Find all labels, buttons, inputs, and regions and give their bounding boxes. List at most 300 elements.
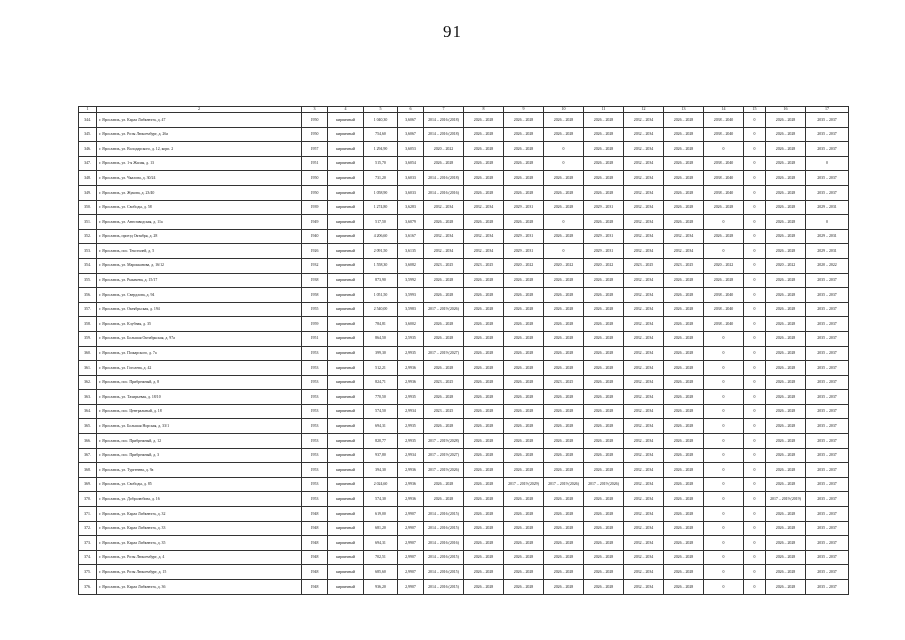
table-cell: 2026 – 2028 — [766, 434, 806, 449]
table-cell: г. Ярославль, ул. Карла Либкнехта, д. 47 — [97, 113, 302, 128]
table-cell: 0 — [744, 434, 766, 449]
table-cell: 2026 – 2028 — [504, 127, 544, 142]
table-row — [79, 361, 849, 376]
table-cell: 2026 – 2028 — [504, 273, 544, 288]
table-row — [79, 346, 849, 361]
table-cell: 2032 – 2034 — [624, 185, 664, 200]
table-cell: 2026 – 2028 — [464, 171, 504, 186]
table-cell: 2017 – 2019 (2026) — [584, 477, 624, 492]
table-cell: 1950 — [302, 185, 328, 200]
table-cell: 0 — [704, 521, 744, 536]
table-cell: 731,20 — [364, 171, 398, 186]
column-number-cell: 5 — [364, 107, 398, 113]
table-cell: г. Ярославль, ул. Жукова, д. 23/40 — [97, 185, 302, 200]
table-cell: 2,9935 — [398, 390, 424, 405]
column-number-cell: 7 — [424, 107, 464, 113]
table-cell: 2026 – 2028 — [544, 200, 584, 215]
column-number-cell: 11 — [584, 107, 624, 113]
table-cell: 2020 – 2022 — [806, 258, 849, 273]
column-number-cell: 9 — [504, 107, 544, 113]
table-cell: г. Ярославль, ул. Пожарского, д. 7а — [97, 346, 302, 361]
table-cell: 2032 – 2034 — [624, 244, 664, 259]
table-cell: 2038 – 2040 — [704, 317, 744, 332]
table-cell: 685,60 — [364, 565, 398, 580]
table-cell: 2026 – 2028 — [424, 156, 464, 171]
table-cell: 2032 – 2034 — [624, 361, 664, 376]
table-cell: 2026 – 2028 — [584, 434, 624, 449]
table-cell: г. Ярославль, ул. Клубная, д. 35 — [97, 317, 302, 332]
table-cell: г. Ярославль, ул. Рыкачева, д. 15/17 — [97, 273, 302, 288]
table-cell: 1 294,90 — [364, 142, 398, 157]
table-cell: 2029 – 2031 — [806, 229, 849, 244]
table-cell: 0 — [704, 404, 744, 419]
table-cell: 2026 – 2028 — [766, 580, 806, 595]
table-row — [79, 185, 849, 200]
table-cell: 0 — [704, 244, 744, 259]
table-row — [79, 375, 849, 390]
table-cell: кирпичный — [328, 113, 364, 128]
table-row — [79, 317, 849, 332]
table-cell: 2032 – 2034 — [624, 390, 664, 405]
table-cell: 2026 – 2028 — [464, 127, 504, 142]
table-cell: 2026 – 2028 — [464, 113, 504, 128]
table-cell: кирпичный — [328, 127, 364, 142]
table-cell: 347. — [79, 156, 97, 171]
table-cell: 358. — [79, 317, 97, 332]
table-cell: 2032 – 2034 — [624, 346, 664, 361]
table-cell: 2035 – 2037 — [806, 288, 849, 303]
table-cell: 2026 – 2028 — [464, 346, 504, 361]
table-cell: 3,6033 — [398, 185, 424, 200]
table-cell: 2026 – 2028 — [504, 550, 544, 565]
table-cell: 2026 – 2028 — [766, 171, 806, 186]
table-cell: 2026 – 2028 — [584, 536, 624, 551]
table-cell: г. Ярославль, пос. Прибрежный, д. 3 — [97, 448, 302, 463]
table-cell: 2026 – 2028 — [766, 215, 806, 230]
table-cell: кирпичный — [328, 258, 364, 273]
table-cell: 2026 – 2028 — [504, 361, 544, 376]
table-cell: 2026 – 2028 — [766, 331, 806, 346]
table-cell: г. Ярославль, ул. Свободы, д. 85 — [97, 477, 302, 492]
table-cell: 2026 – 2028 — [464, 550, 504, 565]
table-cell: 2026 – 2028 — [664, 536, 704, 551]
table-cell: 1938 — [302, 273, 328, 288]
table-cell: 2,9907 — [398, 565, 424, 580]
table-cell: 2026 – 2028 — [544, 113, 584, 128]
table-cell: 0 — [744, 215, 766, 230]
table-cell: 3,6002 — [398, 317, 424, 332]
table-cell: 4 206,60 — [364, 229, 398, 244]
table-cell: 2026 – 2028 — [664, 404, 704, 419]
table-cell: 2026 – 2028 — [544, 463, 584, 478]
table-cell: 0 — [744, 113, 766, 128]
table-cell: 2026 – 2028 — [504, 492, 544, 507]
table-cell: 864,50 — [364, 331, 398, 346]
table-cell: г. Ярославль, ул. Автозаводская, д. 11а — [97, 215, 302, 230]
table-cell: 820,77 — [364, 434, 398, 449]
table-cell: 2026 – 2028 — [766, 404, 806, 419]
table-cell: 2026 – 2028 — [584, 331, 624, 346]
table-cell: 0 — [744, 229, 766, 244]
table-cell: 2026 – 2028 — [544, 404, 584, 419]
table-cell: 356. — [79, 288, 97, 303]
table-cell: 2026 – 2028 — [766, 550, 806, 565]
table-cell: 2035 – 2037 — [806, 565, 849, 580]
table-cell: 2026 – 2028 — [504, 171, 544, 186]
table-cell: 2026 – 2028 — [504, 375, 544, 390]
table-cell: 2035 – 2037 — [806, 346, 849, 361]
table-cell: г. Ярославль, ул. Большая Норская, д. 33/1 — [97, 419, 302, 434]
table-cell: 2035 – 2037 — [806, 536, 849, 551]
column-number-cell: 14 — [704, 107, 744, 113]
table-cell: 2,9936 — [398, 477, 424, 492]
table-cell: кирпичный — [328, 521, 364, 536]
table-cell: 2026 – 2028 — [504, 331, 544, 346]
table-cell: 0 — [744, 375, 766, 390]
table-cell: 2026 – 2028 — [584, 492, 624, 507]
table-cell: 2026 – 2028 — [664, 507, 704, 522]
table-cell: 3,5992 — [398, 273, 424, 288]
table-cell: 2035 – 2037 — [806, 361, 849, 376]
table-cell: 694,31 — [364, 419, 398, 434]
table-cell: 2032 – 2034 — [624, 288, 664, 303]
table-cell: 360. — [79, 346, 97, 361]
table-cell: 2026 – 2028 — [766, 185, 806, 200]
table-cell: 2035 – 2037 — [806, 390, 849, 405]
table-cell: 2026 – 2028 — [504, 434, 544, 449]
table-cell: 2035 – 2037 — [806, 375, 849, 390]
table-cell: 1953 — [302, 361, 328, 376]
table-cell: 2026 – 2028 — [664, 346, 704, 361]
table-cell: 2017 – 2019 (2027) — [424, 448, 464, 463]
table-cell: 363. — [79, 390, 97, 405]
table-cell: г. Ярославль, ул. Тургенева, д. 9а — [97, 463, 302, 478]
table-cell: 2032 – 2034 — [464, 229, 504, 244]
table-cell: кирпичный — [328, 550, 364, 565]
table-cell: кирпичный — [328, 463, 364, 478]
table-cell: 0 — [744, 521, 766, 536]
table-cell: 0 — [744, 390, 766, 405]
table-cell: 349. — [79, 185, 97, 200]
table-cell: г. Ярославль, ул. Карла Либкнехта, д. 36 — [97, 580, 302, 595]
table-cell: 2017 – 2019 (2019) — [766, 492, 806, 507]
table-cell: 574,30 — [364, 492, 398, 507]
table-cell: 0 — [744, 156, 766, 171]
table-cell: 2 540,00 — [364, 302, 398, 317]
table-cell: 2,9934 — [398, 404, 424, 419]
table-cell: 2014 – 2016 (2016) — [424, 536, 464, 551]
table-cell: 784,81 — [364, 317, 398, 332]
table-cell: 3,6079 — [398, 215, 424, 230]
table-cell: 2026 – 2028 — [424, 288, 464, 303]
table-cell: 0 — [744, 185, 766, 200]
table-cell: 2035 – 2037 — [806, 550, 849, 565]
table-cell: 0 — [704, 346, 744, 361]
table-cell: 2035 – 2037 — [806, 477, 849, 492]
table-cell: 2032 – 2034 — [624, 536, 664, 551]
table-cell: 2026 – 2028 — [704, 229, 744, 244]
table-cell: г. Ярославль, ул. Володарского, д. 12, корп. 2 — [97, 142, 302, 157]
table-cell: 2026 – 2028 — [464, 142, 504, 157]
table-cell: 2035 – 2037 — [806, 142, 849, 157]
table-cell: кирпичный — [328, 448, 364, 463]
table-cell: 3,6053 — [398, 142, 424, 157]
table-cell: 619,00 — [364, 507, 398, 522]
table-cell: 1950 — [302, 171, 328, 186]
table-row — [79, 390, 849, 405]
table-cell: 2026 – 2028 — [766, 302, 806, 317]
table-cell: 2026 – 2028 — [464, 434, 504, 449]
table-cell: 2035 – 2037 — [806, 492, 849, 507]
table-cell: 2026 – 2028 — [584, 404, 624, 419]
table-cell: кирпичный — [328, 565, 364, 580]
table-cell: 2026 – 2028 — [664, 317, 704, 332]
table-cell: 1940 — [302, 229, 328, 244]
table-cell: 368. — [79, 463, 97, 478]
table-cell: 0 — [744, 127, 766, 142]
table-cell: 2035 – 2037 — [806, 434, 849, 449]
table-cell: 1953 — [302, 346, 328, 361]
table-cell: 1 051,50 — [364, 288, 398, 303]
table-cell: 364. — [79, 404, 97, 419]
table-cell: 2026 – 2028 — [504, 404, 544, 419]
table-cell: 2026 – 2028 — [766, 127, 806, 142]
table-cell: 1953 — [302, 419, 328, 434]
table-row — [79, 127, 849, 142]
table-cell: 2032 – 2034 — [424, 229, 464, 244]
table-cell: 2026 – 2028 — [664, 492, 704, 507]
table-cell: 2014 – 2016 (2015) — [424, 580, 464, 595]
table-cell: 2026 – 2028 — [766, 156, 806, 171]
table-cell: 770,50 — [364, 390, 398, 405]
table-cell: 2026 – 2028 — [424, 492, 464, 507]
table-row — [79, 477, 849, 492]
table-cell: 2017 – 2019 (2029) — [504, 477, 544, 492]
table-cell: 2026 – 2028 — [464, 565, 504, 580]
table-cell: 2032 – 2034 — [624, 215, 664, 230]
table-cell: 2026 – 2028 — [584, 288, 624, 303]
table-cell: 873,90 — [364, 273, 398, 288]
table-cell: 0 — [744, 273, 766, 288]
table-cell: 2035 – 2037 — [806, 463, 849, 478]
table-cell: 1932 — [302, 258, 328, 273]
table-cell: 2032 – 2034 — [624, 565, 664, 580]
table-cell: 2026 – 2028 — [544, 550, 584, 565]
table-cell: 1948 — [302, 536, 328, 551]
table-cell: г. Ярославль, ул. Свободы, д. 58 — [97, 200, 302, 215]
table-cell: 2026 – 2028 — [424, 273, 464, 288]
table-cell: 369. — [79, 477, 97, 492]
table-cell: 2023 – 2025 — [424, 375, 464, 390]
table-cell: 2026 – 2028 — [584, 521, 624, 536]
column-number-cell: 2 — [97, 107, 302, 113]
table-cell: 375. — [79, 565, 97, 580]
table-cell: 353. — [79, 244, 97, 259]
table-cell: 2026 – 2028 — [766, 521, 806, 536]
table-cell: 2,9935 — [398, 346, 424, 361]
table-cell: 2026 – 2028 — [544, 346, 584, 361]
table-cell: 2026 – 2028 — [464, 215, 504, 230]
table-cell: 354. — [79, 258, 97, 273]
table-cell: 2032 – 2034 — [624, 580, 664, 595]
table-cell: 2026 – 2028 — [544, 273, 584, 288]
table-cell: 1 040,30 — [364, 113, 398, 128]
table-cell: 365. — [79, 419, 97, 434]
table-cell: г. Ярославль, ул. Карла Либкнехта, д. 35 — [97, 536, 302, 551]
table-cell: 2,9907 — [398, 521, 424, 536]
table-row — [79, 565, 849, 580]
table-row — [79, 156, 849, 171]
table-cell: 3,6082 — [398, 258, 424, 273]
table-cell: 2026 – 2028 — [664, 200, 704, 215]
table-cell: 2032 – 2034 — [624, 434, 664, 449]
table-cell: 1958 — [302, 288, 328, 303]
table-cell: 2026 – 2028 — [544, 127, 584, 142]
table-cell: 2032 – 2034 — [624, 200, 664, 215]
table-cell: 0 — [544, 156, 584, 171]
table-cell: 1951 — [302, 331, 328, 346]
table-row — [79, 244, 849, 259]
table-cell: 2026 – 2028 — [584, 317, 624, 332]
table-cell: 2032 – 2034 — [424, 244, 464, 259]
table-cell: 1 558,30 — [364, 258, 398, 273]
table-cell: г. Ярославль, пос. Текстилей, д. 5 — [97, 244, 302, 259]
table-cell: 0 — [744, 317, 766, 332]
table-cell: 0 — [744, 477, 766, 492]
table-cell: 394,30 — [364, 463, 398, 478]
table-cell: 2023 – 2025 — [424, 404, 464, 419]
table-cell: 2017 – 2019 (2027) — [424, 346, 464, 361]
table-cell: г. Ярославль, ул. Большая Октябрьская, д. 97а — [97, 331, 302, 346]
table-cell: 0 — [544, 142, 584, 157]
table-cell: 0 — [704, 565, 744, 580]
table-row — [79, 492, 849, 507]
table-cell: 0 — [704, 536, 744, 551]
table-cell: г. Ярославль, пос. Прибрежный, д. 12 — [97, 434, 302, 449]
table-cell: 2026 – 2028 — [544, 580, 584, 595]
table-cell: кирпичный — [328, 200, 364, 215]
table-row — [79, 171, 849, 186]
table-cell: 517,50 — [364, 215, 398, 230]
table-cell: 2026 – 2028 — [766, 390, 806, 405]
table-cell: 2026 – 2028 — [704, 200, 744, 215]
table-cell: 2032 – 2034 — [624, 113, 664, 128]
table-cell: 2,9907 — [398, 550, 424, 565]
table-cell: 374. — [79, 550, 97, 565]
table-cell: 2035 – 2037 — [806, 521, 849, 536]
table-cell: 0 — [744, 404, 766, 419]
table-cell: 2026 – 2028 — [504, 142, 544, 157]
table-cell: 2026 – 2028 — [584, 375, 624, 390]
table-cell: 0 — [744, 419, 766, 434]
table-cell: г. Ярославль, ул. 1-я Жилая, д. 13 — [97, 156, 302, 171]
table-cell: 2038 – 2040 — [704, 185, 744, 200]
table-cell: 0 — [704, 477, 744, 492]
table-cell: 0 — [744, 200, 766, 215]
table-cell: 2017 – 2019 (2026) — [544, 477, 584, 492]
table-cell: кирпичный — [328, 171, 364, 186]
table-cell: 2026 – 2028 — [504, 521, 544, 536]
table-cell: 2026 – 2028 — [584, 346, 624, 361]
table-cell: 1949 — [302, 215, 328, 230]
table-cell: 702,51 — [364, 550, 398, 565]
table-row — [79, 258, 849, 273]
table-cell: 2017 – 2019 (2026) — [424, 463, 464, 478]
table-cell: 2026 – 2028 — [664, 375, 704, 390]
table-cell: 2,9907 — [398, 507, 424, 522]
table-cell: 2026 – 2028 — [424, 419, 464, 434]
table-cell: 0 — [744, 580, 766, 595]
table-cell: г. Ярославль, ул. Розы Люксембург, д. 26а — [97, 127, 302, 142]
table-cell: 2026 – 2028 — [584, 565, 624, 580]
table-cell: 2035 – 2037 — [806, 127, 849, 142]
table-cell: 351. — [79, 215, 97, 230]
table-cell: 2026 – 2028 — [504, 113, 544, 128]
table-cell: 399,30 — [364, 346, 398, 361]
table-cell: кирпичный — [328, 536, 364, 551]
table-cell: 2026 – 2028 — [584, 419, 624, 434]
table-cell: 2035 – 2037 — [806, 419, 849, 434]
table-cell: 2026 – 2028 — [464, 375, 504, 390]
table-row — [79, 113, 849, 128]
table-cell: 2026 – 2028 — [464, 273, 504, 288]
table-cell: 2026 – 2028 — [504, 288, 544, 303]
table-cell: 0 — [744, 302, 766, 317]
table-cell: 2026 – 2028 — [664, 156, 704, 171]
table-cell: 0 — [704, 448, 744, 463]
table-cell: кирпичный — [328, 346, 364, 361]
table-cell: 2026 – 2028 — [464, 536, 504, 551]
table-cell: 2026 – 2028 — [464, 448, 504, 463]
table-cell: 2032 – 2034 — [624, 273, 664, 288]
table-cell: 2026 – 2028 — [464, 288, 504, 303]
table-cell: 1950 — [302, 127, 328, 142]
table-cell: 2026 – 2028 — [766, 244, 806, 259]
table-cell: 372. — [79, 521, 97, 536]
table-cell: 3,5983 — [398, 302, 424, 317]
table-cell: 2026 – 2028 — [544, 419, 584, 434]
table-cell: 2035 – 2037 — [806, 404, 849, 419]
table-cell: 2,9936 — [398, 361, 424, 376]
table-cell: 2029 – 2031 — [504, 244, 544, 259]
table-cell: 2029 – 2031 — [806, 200, 849, 215]
table-cell: 824,71 — [364, 375, 398, 390]
table-cell: 2026 – 2028 — [504, 507, 544, 522]
table-cell: кирпичный — [328, 580, 364, 595]
table-cell: 1953 — [302, 390, 328, 405]
column-number-cell: 16 — [766, 107, 806, 113]
table-row — [79, 215, 849, 230]
table-cell: 2026 – 2028 — [464, 507, 504, 522]
table-cell: 2026 – 2028 — [504, 215, 544, 230]
table-cell: 754,60 — [364, 127, 398, 142]
table-cell: 2026 – 2028 — [424, 215, 464, 230]
table-row — [79, 448, 849, 463]
table-cell: 0 — [744, 536, 766, 551]
table-cell: 512,21 — [364, 361, 398, 376]
table-cell: 0 — [704, 580, 744, 595]
table-cell: 1959 — [302, 317, 328, 332]
table-cell: 2026 – 2028 — [664, 565, 704, 580]
table-cell: 2023 – 2025 — [624, 258, 664, 273]
table-cell: 1948 — [302, 550, 328, 565]
table-cell: 2029 – 2031 — [584, 244, 624, 259]
table-cell: 2023 – 2025 — [544, 375, 584, 390]
table-cell: 362. — [79, 375, 97, 390]
table-row — [79, 273, 849, 288]
table-cell: г. Ярославль, ул. Чкалова, д. 30/24 — [97, 171, 302, 186]
table-cell: 2020 – 2022 — [584, 258, 624, 273]
